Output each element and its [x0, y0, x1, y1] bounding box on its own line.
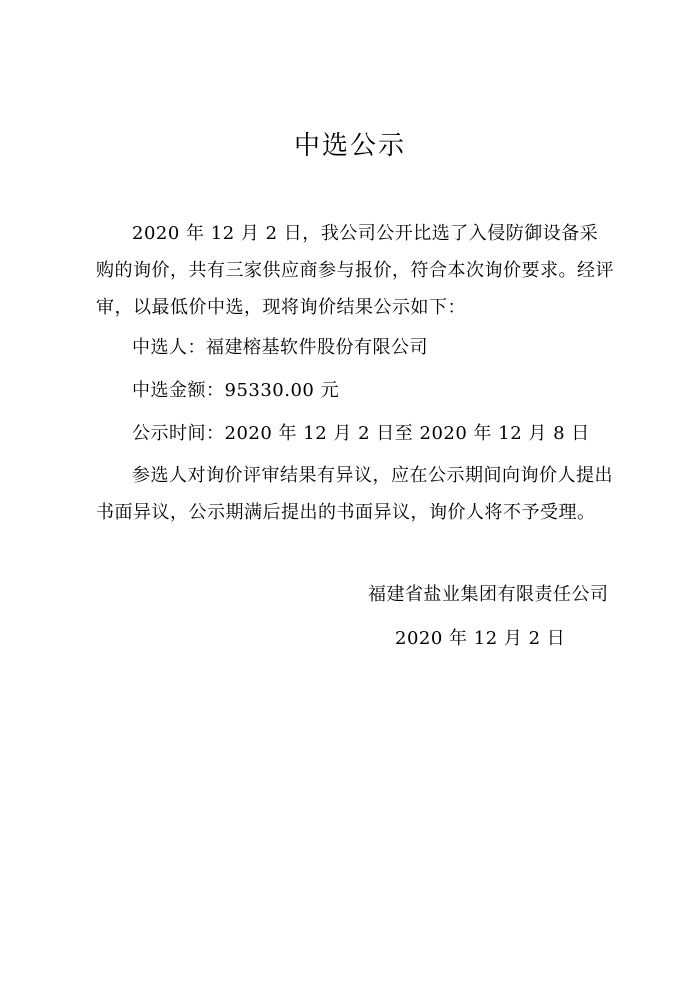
- document-title: 中选公示: [293, 131, 406, 161]
- signature-date: 2020 年 12 月 2 日: [395, 628, 566, 649]
- winner-line: 中选人：福建榕基软件股份有限公司: [132, 337, 428, 358]
- amount-line: 中选金额：95330.00 元: [132, 380, 340, 401]
- objection-paragraph-text: 参选人对询价评审结果有异议，应在公示期间向询价人提出书面异议，公示期满后提出的书面异议，询价人将不予受理。: [96, 465, 613, 523]
- signatory-organization: 福建省盐业集团有限责任公司: [368, 584, 609, 605]
- intro-paragraph-text: 2020 年 12 月 2 日，我公司公开比选了入侵防御设备采购的询价，共有三家供应商参与报价，符合本次询价要求。经评审，以最低价中选，现将询价结果公示如下：: [96, 223, 614, 318]
- intro-paragraph: [96, 215, 616, 326]
- objection-paragraph: [96, 457, 616, 531]
- period-line: 公示时间：2020 年 12 月 2 日至 2020 年 12 月 8 日: [132, 423, 590, 444]
